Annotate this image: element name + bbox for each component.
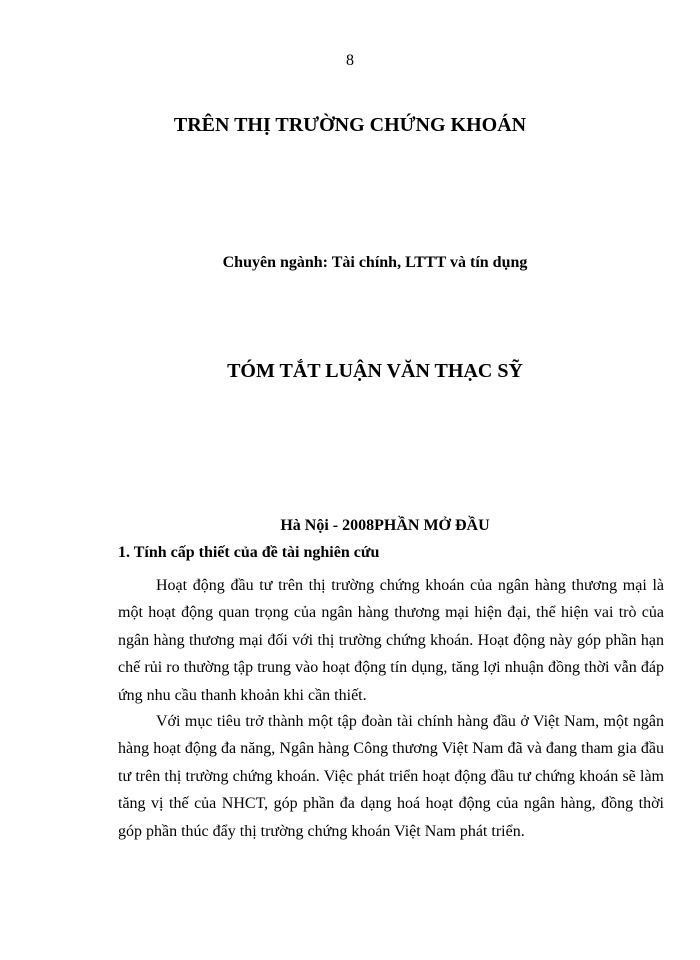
specialty-line: Chuyên ngành: Tài chính, LTTT và tín dụng <box>222 254 528 271</box>
thesis-title: TRÊN THỊ TRƯỜNG CHỨNG KHOÁN <box>173 114 527 136</box>
page-number: 8 <box>346 52 354 69</box>
thesis-type-heading: TÓM TẮT LUẬN VĂN THẠC SỸ <box>227 360 523 382</box>
place-year-heading: Hà Nội - 2008PHẦN MỞ ĐẦU <box>280 517 490 534</box>
section-heading: 1. Tính cấp thiết của đề tài nghiên cứu <box>118 544 380 561</box>
paragraph-1: Hoạt động đầu tư trên thị trường chứng khoán của ngân hàng thương mại là một hoạt động quan trọng của ngân hàng thương mại hiện đại, thể hiện vai trò của ngân hàng thương mại đối với thị trường chứng khoán. Hoạt động này góp phần hạn chế rủi ro thường tập trung vào hoạt động tín dụng, tăng lợi nhuận đồng thời vẫn đáp ứng nhu cầu thanh khoản khi cần thiết. <box>118 577 664 704</box>
paragraph-2: Với mục tiêu trở thành một tập đoàn tài chính hàng đầu ở Việt Nam, một ngân hàng hoạt động đa năng, Ngân hàng Công thương Việt Nam đã và đang tham gia đầu tư trên thị trường chứng khoán. Việc phát triển hoạt động đầu tư chứng khoán sẽ làm tăng vị thế của NHCT, góp phần đa dạng hoá hoạt động của ngân hàng, đồng thời góp phần thúc đẩy thị trường chứng khoán Việt Nam phát triển. <box>118 713 664 840</box>
